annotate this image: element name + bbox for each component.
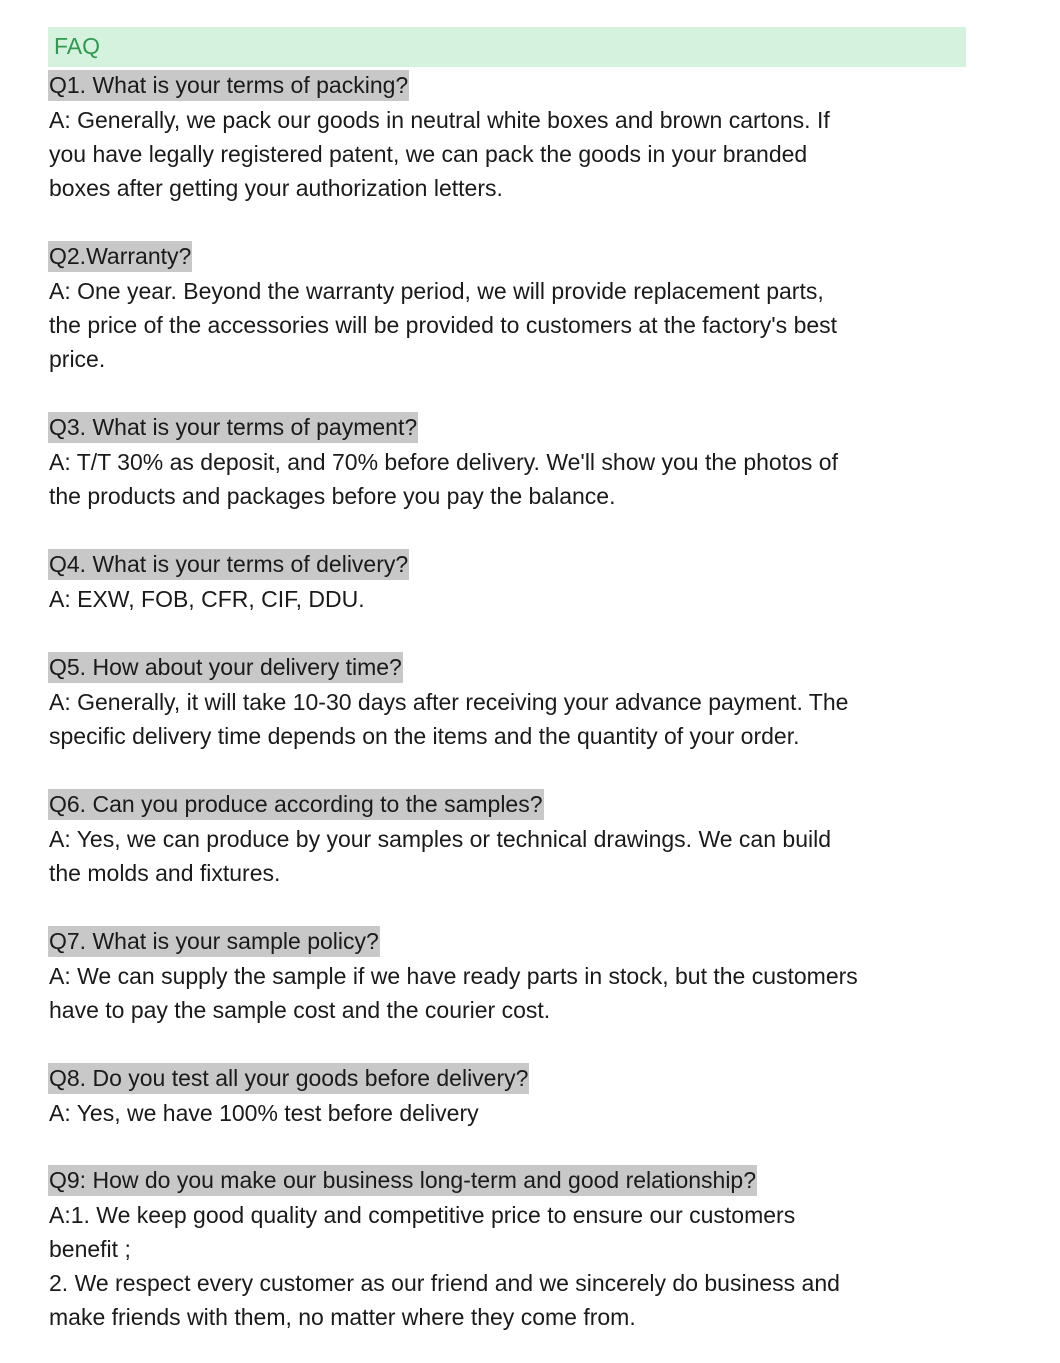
faq-question: Q8. Do you test all your goods before delivery?	[48, 1063, 529, 1094]
faq-answer: A: We can supply the sample if we have ready parts in stock, but the customers have to pay the sample cost and the courier cost.	[49, 963, 858, 1023]
faq-header	[48, 27, 966, 67]
faq-item-7	[48, 926, 978, 1027]
faq-item-8	[48, 1063, 978, 1130]
faq-question: Q5. How about your delivery time?	[48, 652, 403, 683]
faq-question: Q4. What is your terms of delivery?	[48, 549, 409, 580]
faq-answer: A: Yes, we have 100% test before delivery	[49, 1100, 479, 1126]
faq-item-4	[48, 549, 978, 616]
faq-question: Q9: How do you make our business long-term and good relationship?	[48, 1165, 757, 1196]
faq-title: FAQ	[54, 33, 101, 59]
faq-question: Q7. What is your sample policy?	[48, 926, 380, 957]
faq-answer: A: EXW, FOB, CFR, CIF, DDU.	[49, 586, 365, 612]
faq-item-2	[48, 241, 978, 376]
faq-answer: A: Yes, we can produce by your samples or technical drawings. We can build the molds and fixtures.	[49, 826, 831, 886]
faq-question: Q6. Can you produce according to the samples?	[48, 789, 544, 820]
faq-item-5	[48, 652, 978, 753]
faq-question: Q1. What is your terms of packing?	[48, 70, 409, 101]
faq-item-3	[48, 412, 978, 513]
faq-answer: A: Generally, we pack our goods in neutral white boxes and brown cartons. If you have legally registered patent, we can pack the goods in your branded boxes after getting your authorization letters.	[49, 107, 830, 201]
faq-answer: A: Generally, it will take 10-30 days after receiving your advance payment. The specific delivery time depends on the items and the quantity of your order.	[49, 689, 849, 749]
faq-item-6	[48, 789, 978, 890]
faq-answer: A:1. We keep good quality and competitive price to ensure our customers benefit ; 2. We respect every customer as our friend and we sincerely do business and make friends with them, no matter where they come from.	[49, 1202, 840, 1330]
faq-question: Q2.Warranty?	[48, 241, 192, 272]
faq-item-1	[48, 70, 978, 205]
faq-question: Q3. What is your terms of payment?	[48, 412, 418, 443]
faq-item-9	[48, 1165, 978, 1334]
faq-answer: A: T/T 30% as deposit, and 70% before delivery. We'll show you the photos of the products and packages before you pay the balance.	[49, 449, 838, 509]
faq-answer: A: One year. Beyond the warranty period, we will provide replacement parts, the price of the accessories will be provided to customers at the factory's best price.	[49, 278, 838, 372]
